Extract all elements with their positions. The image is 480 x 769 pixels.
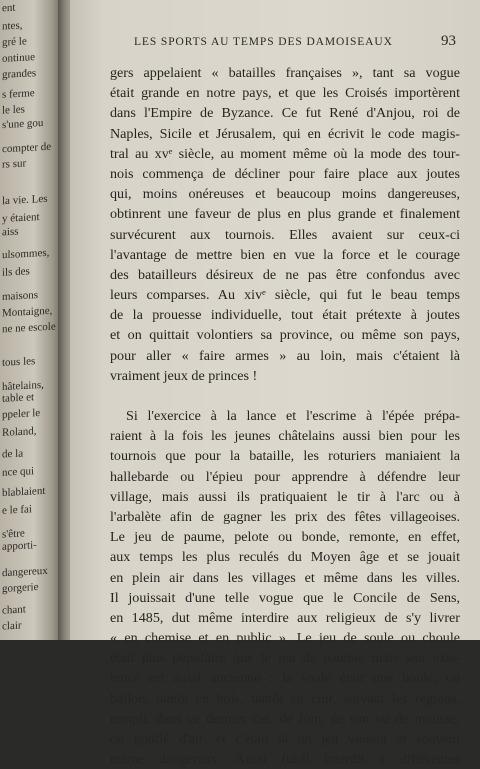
facing-page-fragment: tous les [2,355,36,369]
facing-page-fragment: nce qui [2,465,35,479]
text-line: hallebarde ou l'épieu pour apprendre à défendre leur [110,468,460,485]
text-line: rempli, dans ce dernier cas, de foin, de son ou de mousse, [110,710,460,727]
facing-page-fragment: ntes, [2,19,23,33]
text-line: survécurent aux tournois. Elles avaient sur ceux-ci [110,226,460,243]
facing-page-fragment: gorgerie [2,581,39,595]
text-line: aux temps les plus reculés du Moyen âge et se jouait [110,549,460,566]
facing-page-fragment: maisons [2,289,39,303]
text-line: des batailleurs désireux de ne pas être confondus avec [110,266,460,283]
facing-page-fragment: blablaient [2,484,46,500]
running-head [114,33,464,53]
paragraph-gap [110,386,460,406]
facing-page-fragment: ulsommes, [2,246,50,262]
text-line: Il jouissait d'une telle vogue que le Concile de Sens, [110,589,460,606]
text-line: dans l'Empire de Byzance. Ce fut René d'Anjou, roi de [110,105,460,122]
text-line: était grande en notre pays, et que les Croisés importèrent [110,85,460,102]
text-line: tral au xvᵉ siècle, au moment même où la mode des tour- [110,145,460,162]
body-text [110,63,460,769]
text-line: en 1485, dut même interdire aux religieux de s'y livrer [110,609,460,626]
facing-page-fragment: Roland, [2,425,37,439]
facing-page-fragment: ent [2,1,16,15]
paragraph [110,406,460,769]
facing-page-fragment: rs sur [2,157,27,171]
facing-page-fragment: ontinue [2,51,35,65]
facing-page-fragment: ne ne escole [2,320,56,336]
text-line: ballon, tantôt en bois, tantôt en cuir, suivant les régions, [110,690,460,707]
facing-page-fragment: dangereux [2,564,48,580]
text-line: pour aller « faire armes » au loin, mais c'étaient là [110,347,460,364]
facing-page-fragment: aiss [2,225,19,239]
text-line: l'avantage de mettre bien en vue la force et le courage [110,246,460,263]
facing-page-fragment: chant [2,603,26,617]
book-page [70,0,480,768]
facing-page-fragment: y étaient [2,211,40,225]
text-line: nois commença de décliner pour faire place aux joutes [110,165,460,182]
facing-page-fragment: hâtelains, [2,378,44,394]
text-line: Le jeu de paume, pelote ou bonde, remonte, en effet, [110,529,460,546]
facing-page-fragment: grandes [2,67,37,81]
text-line: obtinrent une faveur de plus en plus grande et finalement [110,206,460,223]
facing-page-fragment: le les [2,103,25,117]
text-line: de la prouesse individuelle, tout était prétexte à joutes [110,307,460,324]
facing-page-fragment: de la [2,447,24,461]
text-line: village, mais aussi ils pratiquaient le tir à l'arc ou à [110,488,460,505]
text-line: qui, moins onéreuses et beaucoup moins dangereuses, [110,186,460,203]
facing-page-fragment: table et [2,391,35,405]
text-line: vraiment jeux de princes ! [110,367,258,384]
text-line: gers appelaient « batailles françaises », tant sa vogue [110,65,460,81]
text-line: et on quittait volontiers sa province, ou même son pays, [110,327,460,344]
facing-page-fragment: la vie. Les [2,192,48,208]
page-number: 93 [441,33,456,49]
facing-page-fragment: clair [2,619,22,633]
text-line: tournois que pour la bataille, les roturiers maniaient la [110,448,460,465]
facing-page-fragment: s'une gou [2,116,44,132]
facing-page-fragment: ils des [2,265,30,279]
facing-page-fragment: s'être [2,527,25,541]
text-line: tence est aussi ancienne : la soule était une boule, ou [110,670,460,687]
text-line: même dangereux. Aussi fut-il interdit à différentes [110,751,460,768]
text-line: leurs comparses. Au xivᵉ siècle, qui fut le beau temps [110,287,460,304]
facing-page-fragment: ppeler le [2,406,41,422]
running-title: LES SPORTS AU TEMPS DES DAMOISEAUX [134,36,393,48]
text-line: « en chemise et en public ». Le jeu de soule ou choule [110,630,460,647]
facing-page-fragment: gré le [2,35,27,49]
facing-page-fragment: e le fai [2,503,32,517]
text-line: ou gonflé d'air, et c'était là un jeu violent et souvent [110,731,460,747]
facing-page-fragment: compter de [2,140,52,156]
text-line: Naples, Sicile et Jérusalem, qui en écrivit le code magis- [110,125,460,142]
paragraph [110,63,460,386]
facing-page-edge [0,0,62,640]
text-line: l'arbalète afin de gagner les prix des fêtes villageoises. [110,508,460,525]
text-line: raient à la fois les jeunes châtelains aussi bien pour les [110,428,460,445]
text-line: Si l'exercice à la lance et l'escrime à l'épée prépa- [126,408,460,424]
facing-page-fragment: s ferme [2,87,35,101]
facing-page-fragment: Montaigne, [2,304,53,320]
text-line: en plein air dans les villages et même dans les villes. [110,569,460,586]
facing-page-fragment: apporti- [2,539,37,553]
text-line: était plus populaire que le jeu de paume, mais son exis- [110,650,460,667]
